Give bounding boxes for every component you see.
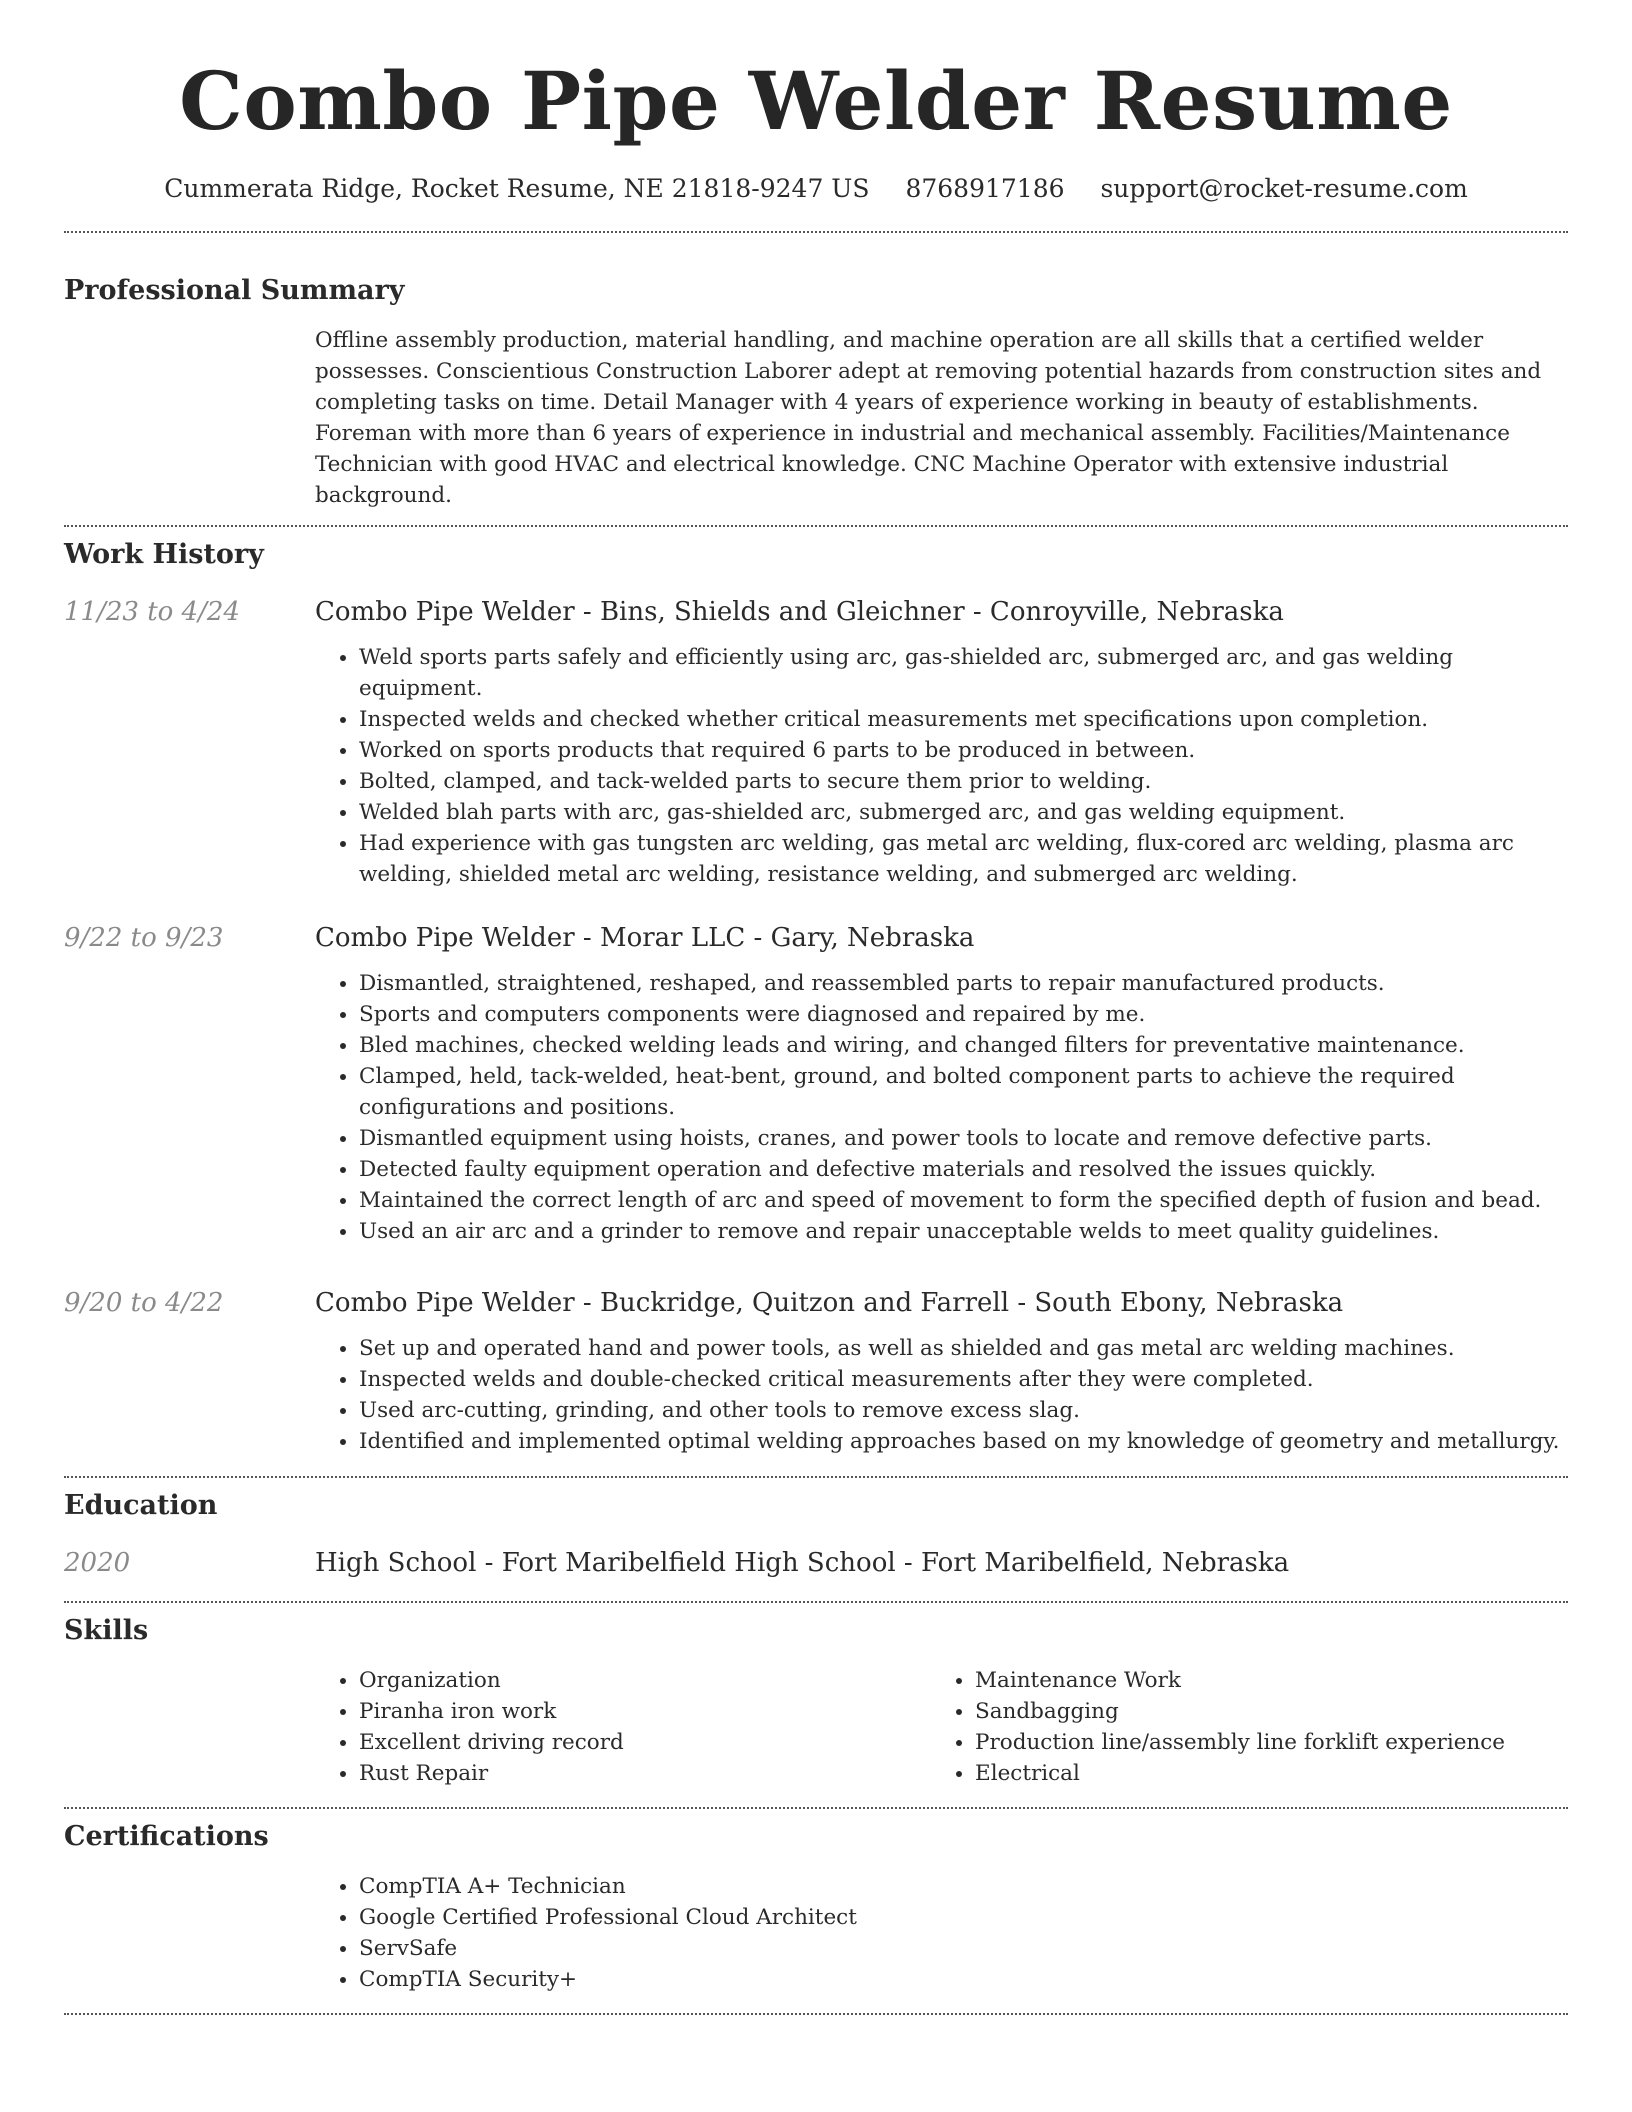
job-bullets	[315, 1333, 1568, 1457]
education-heading-line: High School - Fort Maribelfield High School - Fort Maribelfield, Nebraska	[315, 1548, 1290, 1578]
divider	[64, 1807, 1568, 1809]
list-item: • Worked on sports products that required 6 parts to be produced in between.	[359, 735, 1568, 766]
job-heading: Combo Pipe Welder - Bins, Shields and Gleichner - Conroyville, Nebraska	[315, 597, 1284, 627]
contact-phone: 8768917186	[905, 174, 1065, 203]
job-date: 9/20 to 4/22	[64, 1288, 224, 1318]
summary-section	[64, 273, 1568, 511]
list-item: • Used an air arc and a grinder to remove and repair unacceptable welds to meet quality guidelines.	[359, 1216, 1568, 1247]
divider	[64, 1476, 1568, 1478]
list-item: • Had experience with gas tungsten arc welding, gas metal arc welding, flux-cored arc welding, plasma arc welding, shielded metal arc welding, resistance welding, and submerged arc welding.	[359, 828, 1568, 890]
skills-list-left	[315, 1665, 931, 1789]
resume-page	[64, 0, 1568, 2015]
education-entry	[64, 1545, 1568, 1581]
job-date: 11/23 to 4/24	[64, 597, 240, 627]
job-heading: Combo Pipe Welder - Buckridge, Quitzon and Farrell - South Ebony, Nebraska	[315, 1288, 1344, 1318]
list-item: • Rust Repair	[359, 1758, 931, 1789]
list-item: • Welded blah parts with arc, gas-shielded arc, submerged arc, and gas welding equipment.	[359, 797, 1568, 828]
list-item: • ServSafe	[359, 1933, 1568, 1964]
list-item: • Set up and operated hand and power tools, as well as shielded and gas metal arc welding machines.	[359, 1333, 1568, 1364]
contact-email: support@rocket-resume.com	[1100, 174, 1468, 203]
list-item: • Sports and computers components were diagnosed and repaired by me.	[359, 999, 1568, 1030]
job-entry	[64, 594, 1568, 890]
list-item: • Inspected welds and checked whether critical measurements met specifications upon completion.	[359, 704, 1568, 735]
certifications-list	[315, 1871, 1568, 1995]
list-item: • CompTIA Security+	[359, 1964, 1568, 1995]
skills-section	[64, 1613, 1568, 1789]
list-item: • Maintained the correct length of arc and speed of movement to form the specified depth of fusion and bead.	[359, 1185, 1568, 1216]
summary-text: Offline assembly production, material handling, and machine operation are all skills that a certified welder possesses. Conscientious Construction Laborer adept at removing potential hazards from construction sites and completing tasks on time. Detail Manager with 4 years of experience working in beauty of establishments. Foreman with more than 6 years of experience in industrial and mechanical assembly. Facilities/Maintenance Technician with good HVAC and electrical knowledge. CNC Machine Operator with extensive industrial background.	[315, 328, 1542, 508]
list-item: • Used arc-cutting, grinding, and other tools to remove excess slag.	[359, 1395, 1568, 1426]
list-item: • Bled machines, checked welding leads and wiring, and changed filters for preventative maintenance.	[359, 1030, 1568, 1061]
education-section	[64, 1488, 1568, 1581]
list-item: • Piranha iron work	[359, 1696, 931, 1727]
job-entry	[64, 1285, 1568, 1457]
education-heading: Education	[64, 1490, 218, 1521]
divider	[64, 231, 1568, 233]
summary-heading: Professional Summary	[64, 275, 405, 306]
list-item: • Excellent driving record	[359, 1727, 931, 1758]
divider	[64, 2013, 1568, 2015]
list-item: • Inspected welds and double-checked critical measurements after they were completed.	[359, 1364, 1568, 1395]
divider	[64, 525, 1568, 527]
list-item: • Dismantled equipment using hoists, cranes, and power tools to locate and remove defective parts.	[359, 1123, 1568, 1154]
divider	[64, 1601, 1568, 1603]
resume-title: Combo Pipe Welder Resume	[179, 54, 1453, 148]
list-item: • Electrical	[975, 1758, 1547, 1789]
list-item: • Bolted, clamped, and tack-welded parts to secure them prior to welding.	[359, 766, 1568, 797]
work-history-heading: Work History	[64, 539, 264, 570]
list-item: • Organization	[359, 1665, 931, 1696]
job-bullets	[315, 642, 1568, 890]
contact-address: Cummerata Ridge, Rocket Resume, NE 21818-9247 US	[164, 174, 870, 203]
education-date: 2020	[64, 1548, 131, 1578]
list-item: • Dismantled, straightened, reshaped, and reassembled parts to repair manufactured products.	[359, 968, 1568, 999]
list-item: • CompTIA A+ Technician	[359, 1871, 1568, 1902]
list-item: • Identified and implemented optimal welding approaches based on my knowledge of geometry and metallurgy.	[359, 1426, 1568, 1457]
list-item: • Maintenance Work	[975, 1665, 1547, 1696]
job-bullets	[315, 968, 1568, 1247]
job-date: 9/22 to 9/23	[64, 923, 224, 953]
list-item: • Google Certified Professional Cloud Architect	[359, 1902, 1568, 1933]
certifications-heading: Certifications	[64, 1821, 269, 1852]
skills-list-right	[931, 1665, 1547, 1789]
list-item: • Detected faulty equipment operation and defective materials and resolved the issues quickly.	[359, 1154, 1568, 1185]
list-item: • Weld sports parts safely and efficiently using arc, gas-shielded arc, submerged arc, and gas welding equipment.	[359, 642, 1568, 704]
job-entry	[64, 920, 1568, 1247]
skills-heading: Skills	[64, 1615, 149, 1646]
job-heading: Combo Pipe Welder - Morar LLC - Gary, Nebraska	[315, 923, 975, 953]
list-item: • Production line/assembly line forklift experience	[975, 1727, 1547, 1758]
list-item: • Sandbagging	[975, 1696, 1547, 1727]
list-item: • Clamped, held, tack-welded, heat-bent, ground, and bolted component parts to achieve the required configurations and positions.	[359, 1061, 1568, 1123]
work-history-section	[64, 537, 1568, 1457]
certifications-section	[64, 1819, 1568, 1995]
skills-columns	[315, 1665, 1568, 1789]
contact-line	[64, 172, 1568, 206]
